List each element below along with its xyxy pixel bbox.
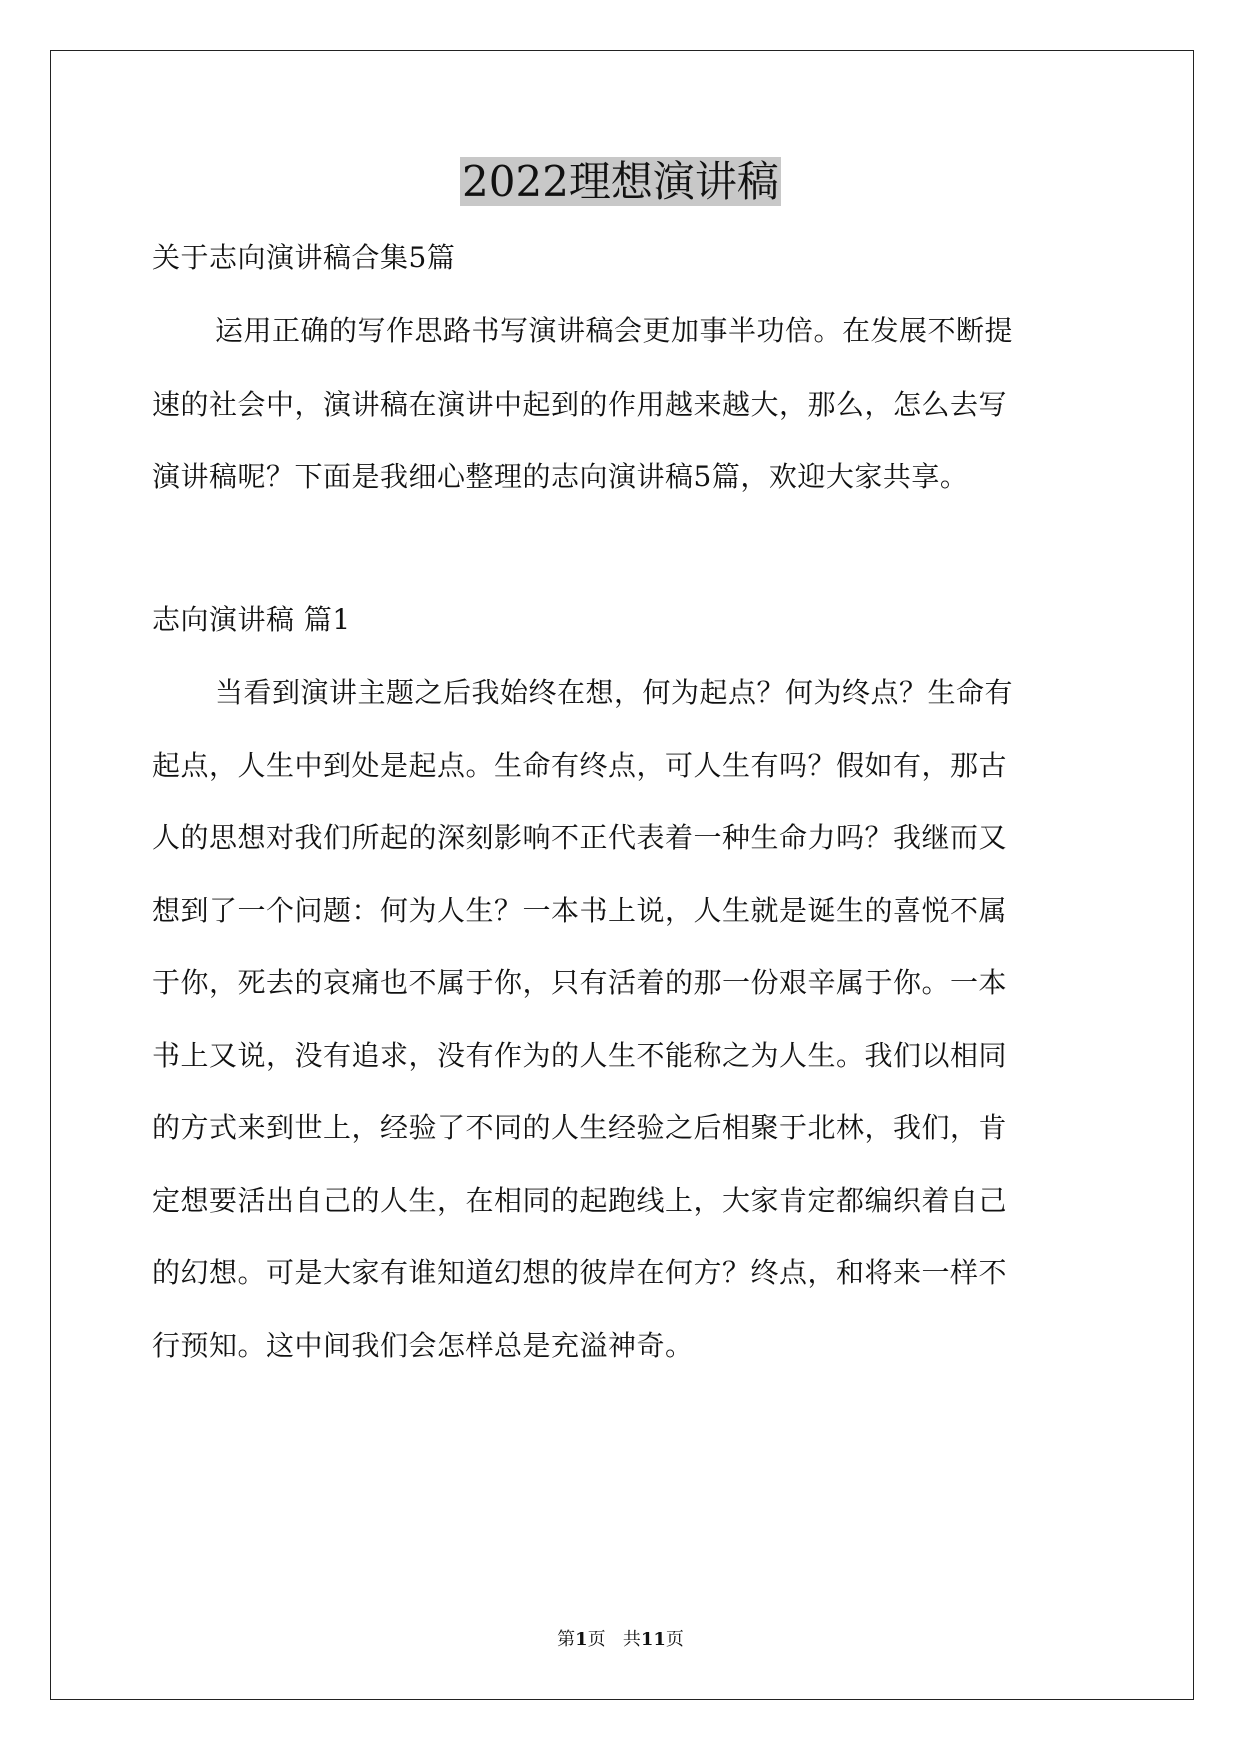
body-line: 定想要活出自己的人生，在相同的起跑线上，大家肯定都编织着自己 (152, 1184, 1008, 1217)
body-line: 人的思想对我们所起的深刻影响不正代表着一种生命力吗？我继而又 (152, 821, 1008, 854)
document-title-text: 2022理想演讲稿 (462, 157, 779, 206)
page-footer (0, 1628, 1241, 1652)
body-line: 行预知。这中间我们会怎样总是充溢神奇。 (152, 1329, 694, 1362)
footer-total-prefix: 共 (622, 1629, 641, 1650)
body-line: 当看到演讲主题之后我始终在想，何为起点？何为终点？生命有 (215, 676, 1014, 709)
intro-line: 运用正确的写作思路书写演讲稿会更加事半功倍。在发展不断提 (215, 314, 1014, 347)
footer-prefix: 第 (557, 1629, 576, 1650)
intro-line: 演讲稿呢？下面是我细心整理的志向演讲稿5篇，欢迎大家共享。 (152, 460, 969, 493)
body-line: 的方式来到世上，经验了不同的人生经验之后相聚于北林，我们，肯 (152, 1111, 1008, 1144)
body-line: 书上又说，没有追求，没有作为的人生不能称之为人生。我们以相同 (152, 1039, 1008, 1072)
body-line: 起点，人生中到处是起点。生命有终点，可人生有吗？假如有，那古 (152, 749, 1008, 782)
footer-current-page: 1 (575, 1629, 588, 1650)
body-line: 的幻想。可是大家有谁知道幻想的彼岸在何方？终点，和将来一样不 (152, 1256, 1008, 1289)
footer-page-suffix: 页 (587, 1629, 606, 1650)
body-line: 于你，死去的哀痛也不属于你，只有活着的那一份艰辛属于你。一本 (152, 966, 1008, 999)
body-line: 想到了一个问题：何为人生？一本书上说，人生就是诞生的喜悦不属 (152, 894, 1008, 927)
footer-total-suffix: 页 (665, 1629, 684, 1650)
section-heading: 志向演讲稿 篇1 (152, 603, 351, 636)
page-border (50, 50, 1194, 1700)
document-subtitle: 关于志向演讲稿合集5篇 (152, 241, 456, 274)
footer-total-pages: 11 (640, 1629, 666, 1650)
document-title (0, 152, 1241, 212)
intro-line: 速的社会中，演讲稿在演讲中起到的作用越来越大，那么，怎么去写 (152, 388, 1008, 421)
